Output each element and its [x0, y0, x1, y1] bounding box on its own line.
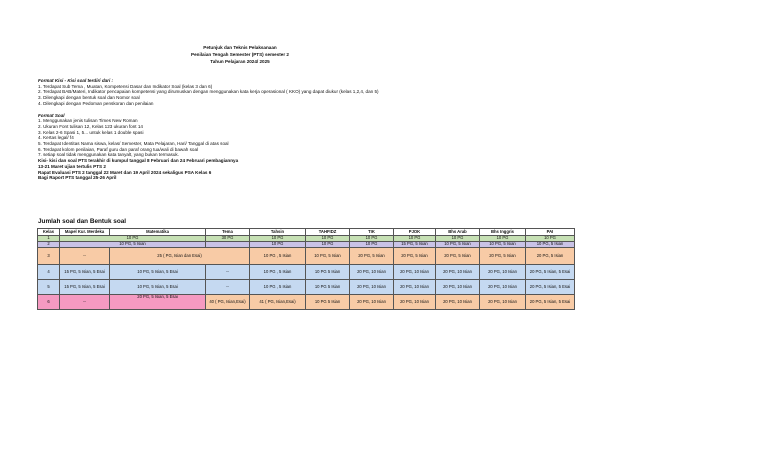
- format-kisi-item: 4. Dilengkapi dengan Pedoman penskoran dan penilaian: [38, 100, 154, 106]
- cell: 20 PG, 10 Isian: [394, 265, 436, 280]
- cell: 40 ( PG, Isian,Esai): [206, 295, 250, 310]
- header-pjok: PJOK: [394, 229, 436, 236]
- cell: --: [60, 295, 110, 310]
- cell: 30 PG: [206, 236, 250, 242]
- instructions: [38, 78, 738, 181]
- table-row: [38, 265, 575, 280]
- cell: 20 PG, 10 Isian: [436, 295, 480, 310]
- cell: 1: [38, 236, 60, 242]
- cell: 10 PG: [350, 242, 394, 248]
- header-tahsin: Tahsin: [250, 229, 306, 236]
- cell: 20 PG, 10 Isian: [480, 280, 526, 295]
- table-row: [38, 280, 575, 295]
- cell: 10 PG: [436, 236, 480, 242]
- format-kisi-item: 3. Dilengkapi dengan bentuk soal dan Nomor soal: [38, 95, 140, 101]
- cell: 6: [38, 295, 60, 310]
- cell: 10 PG: [394, 236, 436, 242]
- schedule-line: 13-21 Maret ujian tertulis PTS 2: [38, 163, 106, 169]
- cell: 20 PG, 10 Isian: [436, 265, 480, 280]
- cell: 15 PG, 5 Isian, 5 Esai: [60, 280, 110, 295]
- format-kisi-item: 1. Terdapat Sub Tema , Muatan, Kompetensi Dasar dan Indikator Soal (kelas 3 dan 6): [38, 83, 213, 89]
- title-line-3: Tahun Pelajaran 2024/ 2025: [210, 59, 270, 64]
- cell: 10 PG, 5 Isian: [436, 242, 480, 248]
- header-tik: TIK: [350, 229, 394, 236]
- cell: --: [206, 280, 250, 295]
- cell: 10 PG: [250, 236, 306, 242]
- header-matematika: Matematika: [110, 229, 206, 236]
- title-line-2: Penilaian Tengah Semester (PTS) semester 2: [191, 52, 289, 57]
- schedule-line: Kisi- kisi dan soal PTS terakhir di kumpul tanggal 8 Februari dan 24 Februari pembagiannya: [38, 158, 239, 164]
- format-kisi-item: 2. Terdapat BAB/Materi, Indikator pencapaian kompetensi yang dirumuskan dengan menggunakan kata kerja operasional ( KKO) yang dapat diukur (kelas 1,2,4, dan 5): [38, 89, 379, 95]
- cell: 10 PG: [480, 236, 526, 242]
- format-soal-item: 3. Kelas 2-6 Spasi 1, 5... untuk kelas 1 double spasi: [38, 129, 144, 135]
- cell: 20 PG, 5 Isian: [350, 248, 394, 265]
- header-tahfidz: TAHFIDZ: [306, 229, 350, 236]
- format-soal-item: 2. Ukuran Font tulisan 12, Kelas 123 ukuran font 14: [38, 123, 143, 129]
- document-title: [140, 44, 340, 65]
- format-soal-item: 7. setiap soal tidak menggunakan kata tanyalt, yang bukan termasuk.: [38, 152, 179, 158]
- title-line-1: Petunjuk dan Teknis Pelaksanaan: [203, 45, 277, 50]
- cell: 20 PG, 10 Isian: [350, 280, 394, 295]
- cell: 20 PG, 10 Isian: [394, 280, 436, 295]
- cell: 2: [38, 242, 60, 248]
- cell: 20 PG, 10 Isian: [480, 295, 526, 310]
- cell: 4: [38, 265, 60, 280]
- cell: 10 PG: [306, 236, 350, 242]
- table-row: [38, 248, 575, 265]
- cell: 10 PG 5 Isian: [306, 295, 350, 310]
- cell: 41 ( PG, Isian,Esai): [250, 295, 306, 310]
- cell: 10 PG: [250, 242, 306, 248]
- cell: 10 PG 5 Isian: [306, 265, 350, 280]
- cell: --: [206, 265, 250, 280]
- header-kelas: Kelas: [38, 229, 60, 236]
- format-soal-heading: Format Soal: [38, 112, 65, 118]
- cell: 20 PG, 10 Isian: [350, 295, 394, 310]
- cell: 5: [38, 280, 60, 295]
- table-header-row: [38, 229, 575, 236]
- format-soal-item: 4. Kertas legal/ f4: [38, 135, 74, 141]
- cell: 20 PG, 5 Isian: [480, 248, 526, 265]
- cell: 20 PG, 5 Isian, 5 Esai: [526, 265, 575, 280]
- cell: 15 PG, 5 Isian: [394, 242, 436, 248]
- cell: 10 PG , 5 Isian: [250, 265, 306, 280]
- cell: 20 PG, 10 Isian: [350, 265, 394, 280]
- cell: 20 PG, 10 Isian: [480, 265, 526, 280]
- schedule-line: Rapat Evaluasi PTS 2 tanggal 22 Maret dan 19 April 2024 sekaligus PSA Kelas 6: [38, 169, 212, 175]
- cell: 15 PG, 5 Isian, 5 Esai: [60, 265, 110, 280]
- format-soal-item: 1. Menggunakan jenis tulisan Times New Roman: [38, 118, 138, 124]
- format-soal-item: 6. Terdapat kolom penilaian, Paraf guru dan paraf orang tua/wali di bawah soal: [38, 146, 199, 152]
- cell: --: [60, 248, 110, 265]
- table-title: Jumlah soal dan Bentuk soal: [38, 218, 127, 225]
- cell: 10 PG: [526, 236, 575, 242]
- cell: 25 ( PG, Isian dan Esai): [110, 248, 250, 265]
- cell: 10 PG: [350, 236, 394, 242]
- cell: 20 PG, 5 Isian: [436, 248, 480, 265]
- cell: 10 PG, 5 Isian, 5 Esai: [110, 280, 206, 295]
- cell: 3: [38, 248, 60, 265]
- cell: 10 PG , 5 Isian: [250, 280, 306, 295]
- format-kisi-heading: Format Kisi - Kisi soal terdiri dari :: [38, 78, 114, 83]
- cell: 20 PG, 10 Isian: [394, 295, 436, 310]
- cell: 10 PG: [60, 236, 206, 242]
- cell: 10 PG, 5 Isian: [526, 242, 575, 248]
- header-pai: PAI: [526, 229, 575, 236]
- cell: 10 PG , 5 Isian: [250, 248, 306, 265]
- header-merdeka: Mapel Kur. Merdeka: [60, 229, 110, 236]
- table-row: [38, 295, 575, 310]
- header-bhs-arab: Bhs Arab: [436, 229, 480, 236]
- cell: 10 PG, 5 Isian: [306, 248, 350, 265]
- format-soal-item: 5. Terdapat Identitas Nama siswa, kelas/ Semester, Mata Pelajaran, Hari/ Tanggal di atas soal: [38, 141, 229, 147]
- question-count-table: [37, 228, 575, 310]
- cell: 10 PG: [306, 242, 350, 248]
- cell: 10 PG, 5 Isian: [60, 242, 206, 248]
- cell: 20 PG, 10 Isian: [436, 280, 480, 295]
- schedule-line: Bagi Raport PTS tanggal 25-26 April: [38, 175, 117, 181]
- header-tema: Tema: [206, 229, 250, 236]
- cell: 10 PG 5 Isian: [306, 280, 350, 295]
- cell: 20 PG, 5 Isian, 5 Esai: [526, 280, 575, 295]
- cell: 20 PG, 5 Isian: [394, 248, 436, 265]
- cell: 20 PG, 5 Isian, 5 Esai: [110, 295, 206, 310]
- cell: 10 PG, 5 Isian, 5 Esai: [110, 265, 206, 280]
- cell: 20 PG, 5 Isian: [526, 248, 575, 265]
- cell: 20 PG, 5 Isian, 5 Esai: [526, 295, 575, 310]
- header-bhs-inggris: Bhs Inggris: [480, 229, 526, 236]
- cell: 10 PG, 5 Isian: [480, 242, 526, 248]
